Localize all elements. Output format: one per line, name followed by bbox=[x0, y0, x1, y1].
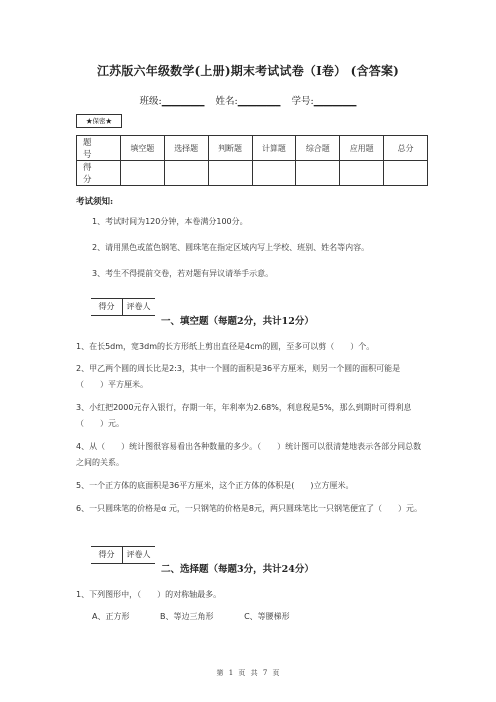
score-cell bbox=[296, 161, 340, 186]
score-cell bbox=[208, 161, 252, 186]
notes-title: 考试须知: bbox=[76, 197, 114, 207]
section-title-fill-in: 一、填空题（每题2分，共计12分） bbox=[161, 316, 314, 327]
score-header-cell: 填空题 bbox=[120, 136, 164, 161]
question-item: 2、甲乙两个圆的周长比是2:3，其中一个圆的面积是36平方厘米，则另一个圆的面积可能是（ ）平方厘米。 bbox=[76, 364, 401, 389]
score-header-cell: 综合题 bbox=[296, 136, 340, 161]
note-item: 2、请用黑色或蓝色钢笔、圆珠笔在指定区域内写上学校、班别、姓名等内容。 bbox=[92, 243, 370, 252]
choice-option: B、等边三角形 bbox=[160, 612, 214, 621]
question-item: 6、一只圆珠笔的价格是α 元，一只钢笔的价格是8元，两只圆珠笔比一只钢笔便宜了（ ）元。 bbox=[76, 504, 422, 513]
grader-score-label: 得分 bbox=[98, 302, 115, 311]
grader-score-label: 得分 bbox=[98, 550, 115, 559]
question-item: 1、在长5dm，宽3dm的长方形纸上剪出直径是4cm的圆，至多可以剪（ ）个。 bbox=[76, 342, 375, 351]
question-item: 1、下列图形中，（ ）的对称轴最多。 bbox=[76, 590, 222, 599]
score-cell bbox=[120, 161, 164, 186]
score-header-cell: 题 号 bbox=[77, 136, 121, 161]
class-label: 班级: bbox=[139, 96, 162, 107]
score-header-cell: 总分 bbox=[384, 136, 428, 161]
id-blank: _________ bbox=[313, 96, 357, 107]
choice-option: C、等腰梯形 bbox=[244, 612, 290, 621]
score-header-cell: 计算题 bbox=[252, 136, 296, 161]
score-cell bbox=[340, 161, 384, 186]
score-header-cell: 应用题 bbox=[340, 136, 384, 161]
score-cell bbox=[384, 161, 428, 186]
page-title: 江苏版六年级数学(上册)期末考试试卷（I卷） (含答案) bbox=[96, 64, 400, 78]
grader-name-label: 评卷人 bbox=[126, 550, 151, 559]
score-cell bbox=[252, 161, 296, 186]
score-table-score-row bbox=[77, 161, 428, 186]
note-item: 1、考试时间为120分钟，本卷满分100分。 bbox=[92, 217, 248, 226]
score-cell bbox=[164, 161, 208, 186]
score-table bbox=[76, 135, 428, 186]
page-footer: 第 1 页 共 7 页 bbox=[216, 669, 280, 677]
grader-box bbox=[91, 298, 155, 316]
secret-tag: ★保密★ bbox=[76, 114, 122, 128]
question-item: 4、从（ ）统计图很容易看出各种数量的多少。（ ）统计图可以很清楚地表示各部分同总数之间的关系。 bbox=[76, 442, 422, 467]
question-item: 3、小红把2000元存入银行，存期一年，年利率为2.68%，利息税是5%，那么到期时可得利息（ ）元。 bbox=[76, 403, 412, 428]
section-title-choice: 二、选择题（每题3分，共计24分） bbox=[161, 564, 314, 575]
choice-options bbox=[92, 611, 318, 622]
choice-option: A、正方形 bbox=[92, 612, 130, 621]
grader-name-label: 评卷人 bbox=[126, 302, 151, 311]
class-blank: _________ bbox=[161, 96, 205, 107]
score-row-label: 得 分 bbox=[77, 161, 121, 186]
name-blank: _________ bbox=[237, 96, 281, 107]
score-header-cell: 选择题 bbox=[164, 136, 208, 161]
student-info-line bbox=[0, 93, 496, 107]
note-item: 3、考生不得提前交卷，若对题有异议请举手示意。 bbox=[92, 269, 274, 278]
id-label: 学号: bbox=[291, 96, 314, 107]
name-label: 姓名: bbox=[215, 96, 238, 107]
grader-box bbox=[91, 546, 155, 564]
question-item: 5、一个正方体的底面积是36平方厘米，这个正方体的体积是( )立方厘米。 bbox=[76, 481, 354, 490]
score-table-header-row bbox=[77, 136, 428, 161]
score-header-cell: 判断题 bbox=[208, 136, 252, 161]
